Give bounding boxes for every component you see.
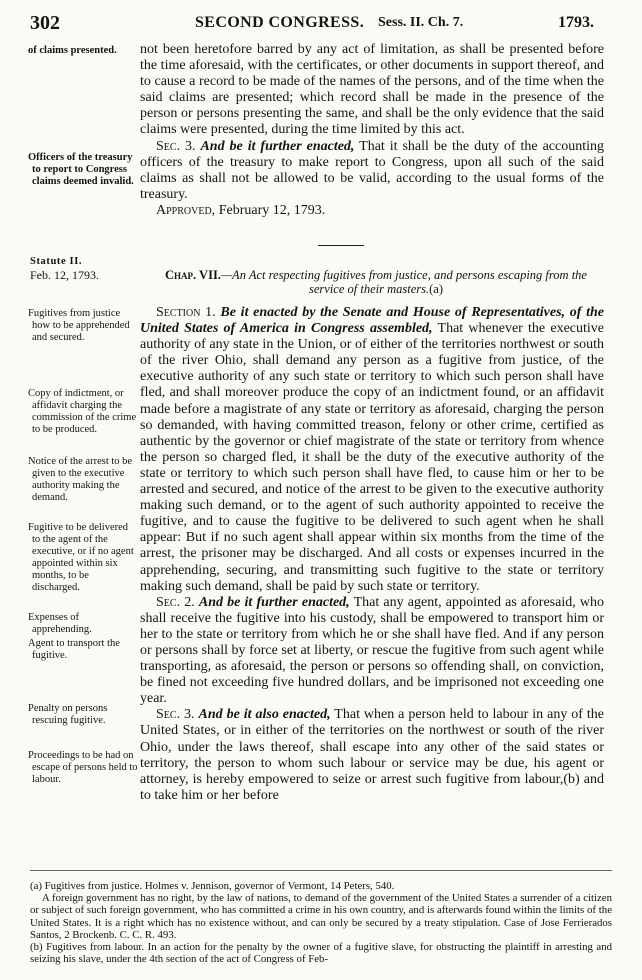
page-number: 302: [30, 12, 60, 34]
paragraph-section-1: [140, 305, 604, 595]
margin-note-fugitives: Fugitives from justice how to be apprehended and secured.: [28, 308, 130, 343]
running-header: [0, 12, 642, 34]
approved-date: February 12, 1793.: [218, 202, 326, 218]
paragraph-section-2: [140, 595, 604, 708]
footnote-b-body: (b) Fugitives from labour. In an action for the penalty by the owner of a fugitive slave, for obstructing the plaintiff in arresting and seizing his slave, under the 4th section of the act of Congress of Feb-: [30, 941, 612, 966]
margin-note-expenses: Expenses of apprehending.: [28, 612, 92, 635]
approval-line: [140, 203, 604, 219]
section-2-label: Sec. 2.: [156, 594, 195, 610]
paragraph-claims: not been heretofore barred by any act of limitation, as shall be presented before the time aforesaid, with the certificates, or other documents in support thereof, and to cause a record to be made of the names of the persons, and of the time when the said claims are presented; which record shall be made in the presence of the person or persons presenting the same, and shall be the only evidence that the said claims were presented, during the time limited by this act.: [140, 42, 604, 138]
section-1-label: Section 1.: [156, 305, 216, 320]
footnote-a-body: A foreign government has no right, by the law of nations, to demand of the government of the United States a surrender of a citizen or subject of such foreign government, who has committed a crime in his own country, and is afterwards found within the limits of the United States. It is a right which has no existence without, and can only be secured by a treaty stipulation. Case of Jose Ferrierados Santos, 2 Brockenb. C. C. R. 493.: [30, 892, 612, 941]
margin-note-agent: Agent to transport the fugitive.: [28, 638, 120, 661]
margin-note-officers: Officers of the treasury to report to Congress claims deemed invalid.: [28, 152, 134, 187]
chapter-footnote-ref: (a): [429, 282, 443, 296]
approved-label: Approved,: [156, 202, 216, 218]
section-3-enacting: And be it also enacted,: [198, 707, 331, 723]
section-2-text: That any agent, appointed as aforesaid, who shall receive the fugitive into his custody, shall be empowered to transport him or her to the state or territory from which he or she shall have fled. And if any person or persons shall by force set at liberty, or rescue the fugitive from such agent while transporting, as aforesaid, the person or persons so offending shall, on conviction, be fined not exceeding five hundred dollars, and be imprisoned not exceeding one year.: [140, 594, 604, 707]
header-session: Sess. II. Ch. 7.: [378, 15, 464, 30]
header-title: SECOND CONGRESS.: [195, 14, 365, 31]
header-year: 1793.: [558, 14, 594, 31]
footnote-rule: [30, 870, 612, 871]
margin-note-claims: of claims presented.: [28, 45, 117, 56]
margin-note-delivered: Fugitive to be delivered to the agent of the executive, or if no agent appointed within six months, to be discharged.: [28, 522, 134, 593]
paragraph-section-3: [140, 707, 604, 804]
sec3-text: That it shall be the duty of the accounting officers of the treasury to make report to Congress, upon all such of the said claims as shall not be allowed to be valid, according to the usual forms of the treasury.: [140, 138, 604, 202]
margin-note-copy: Copy of indictment, or affidavit charging the commission of the crime to be produced.: [28, 388, 137, 435]
section-1-enacting: Be it enacted by the Senate and House of Representatives, of the United States of America in Congress assembled,: [140, 305, 605, 337]
chapter-title: —An Act respecting fugitives from justice, and persons escaping from the service of their masters.: [220, 268, 587, 296]
section-3-text-b: and to take him or her before: [140, 771, 604, 803]
section-divider-rule: [318, 245, 364, 246]
paragraph-sec3: [140, 139, 604, 203]
text-block-previous-act: [140, 42, 604, 219]
statute-label: Statute II.: [30, 256, 83, 267]
chapter-label: Chap. VII.: [165, 268, 221, 282]
section-3-text-a: That when a person held to labour in any of the United States, or in either of the territories on the northwest or south of the river Ohio, under the laws thereof, shall escape into any other of the said states or territory, the person to whom such labour or service may be due, his agent or attorney, is hereby empowered to seize or arrest such fugitive from labour,: [140, 707, 604, 787]
section-3-footnote-ref: (b): [563, 771, 580, 787]
margin-note-proceedings: Proceedings to be had on escape of persons held to labour.: [28, 750, 138, 785]
act-date: Feb. 12, 1793.: [30, 268, 99, 282]
sec3-label: Sec. 3.: [156, 138, 196, 154]
text-block-chapter-vii: [140, 305, 604, 804]
chapter-heading: [147, 268, 605, 296]
section-1-text: That whenever the executive authority of any state in the Union, or of either of the territories northwest or south of the river Ohio, shall demand any person as a fugitive from justice, of the executive authority of any such state or territory to which such person shall have fled, and shall moreover produce the copy of an indictment found, or an affidavit made before a magistrate of any state or territory as aforesaid, charging the person so demanded, with having committed treason, felony or other crime, certified as authentic by the governor or chief magistrate of the state or territory from whence the person so charged fled, it shall be the duty of the executive authority of the state or territory to which such person shall have fled, to cause him or her to be arrested and secured, and notice of the arrest to be given to the executive authority making such demand, or to the agent of such authority appointed to receive the fugitive, and to cause the fugitive to be delivered to such agent when he shall appear: But if no such agent shall appear within six months from the time of the arrest, the prisoner may be discharged. And all costs or expenses incurred in the apprehending, securing, and transmitting such fugitive to the state or territory making such demand, shall be paid by such state or territory.: [140, 321, 605, 594]
section-3-label: Sec. 3.: [156, 707, 195, 723]
footnotes: [30, 880, 612, 965]
sec3-enacting: And be it further enacted,: [200, 138, 355, 154]
section-2-enacting: And be it further enacted,: [198, 594, 350, 610]
footnote-a-heading: (a) Fugitives from justice. Holmes v. Jennison, governor of Vermont, 14 Peters, 540.: [30, 880, 395, 892]
margin-note-penalty: Penalty on persons rescuing fugitive.: [28, 703, 108, 726]
margin-note-notice: Notice of the arrest to be given to the executive authority making the demand.: [28, 456, 133, 503]
